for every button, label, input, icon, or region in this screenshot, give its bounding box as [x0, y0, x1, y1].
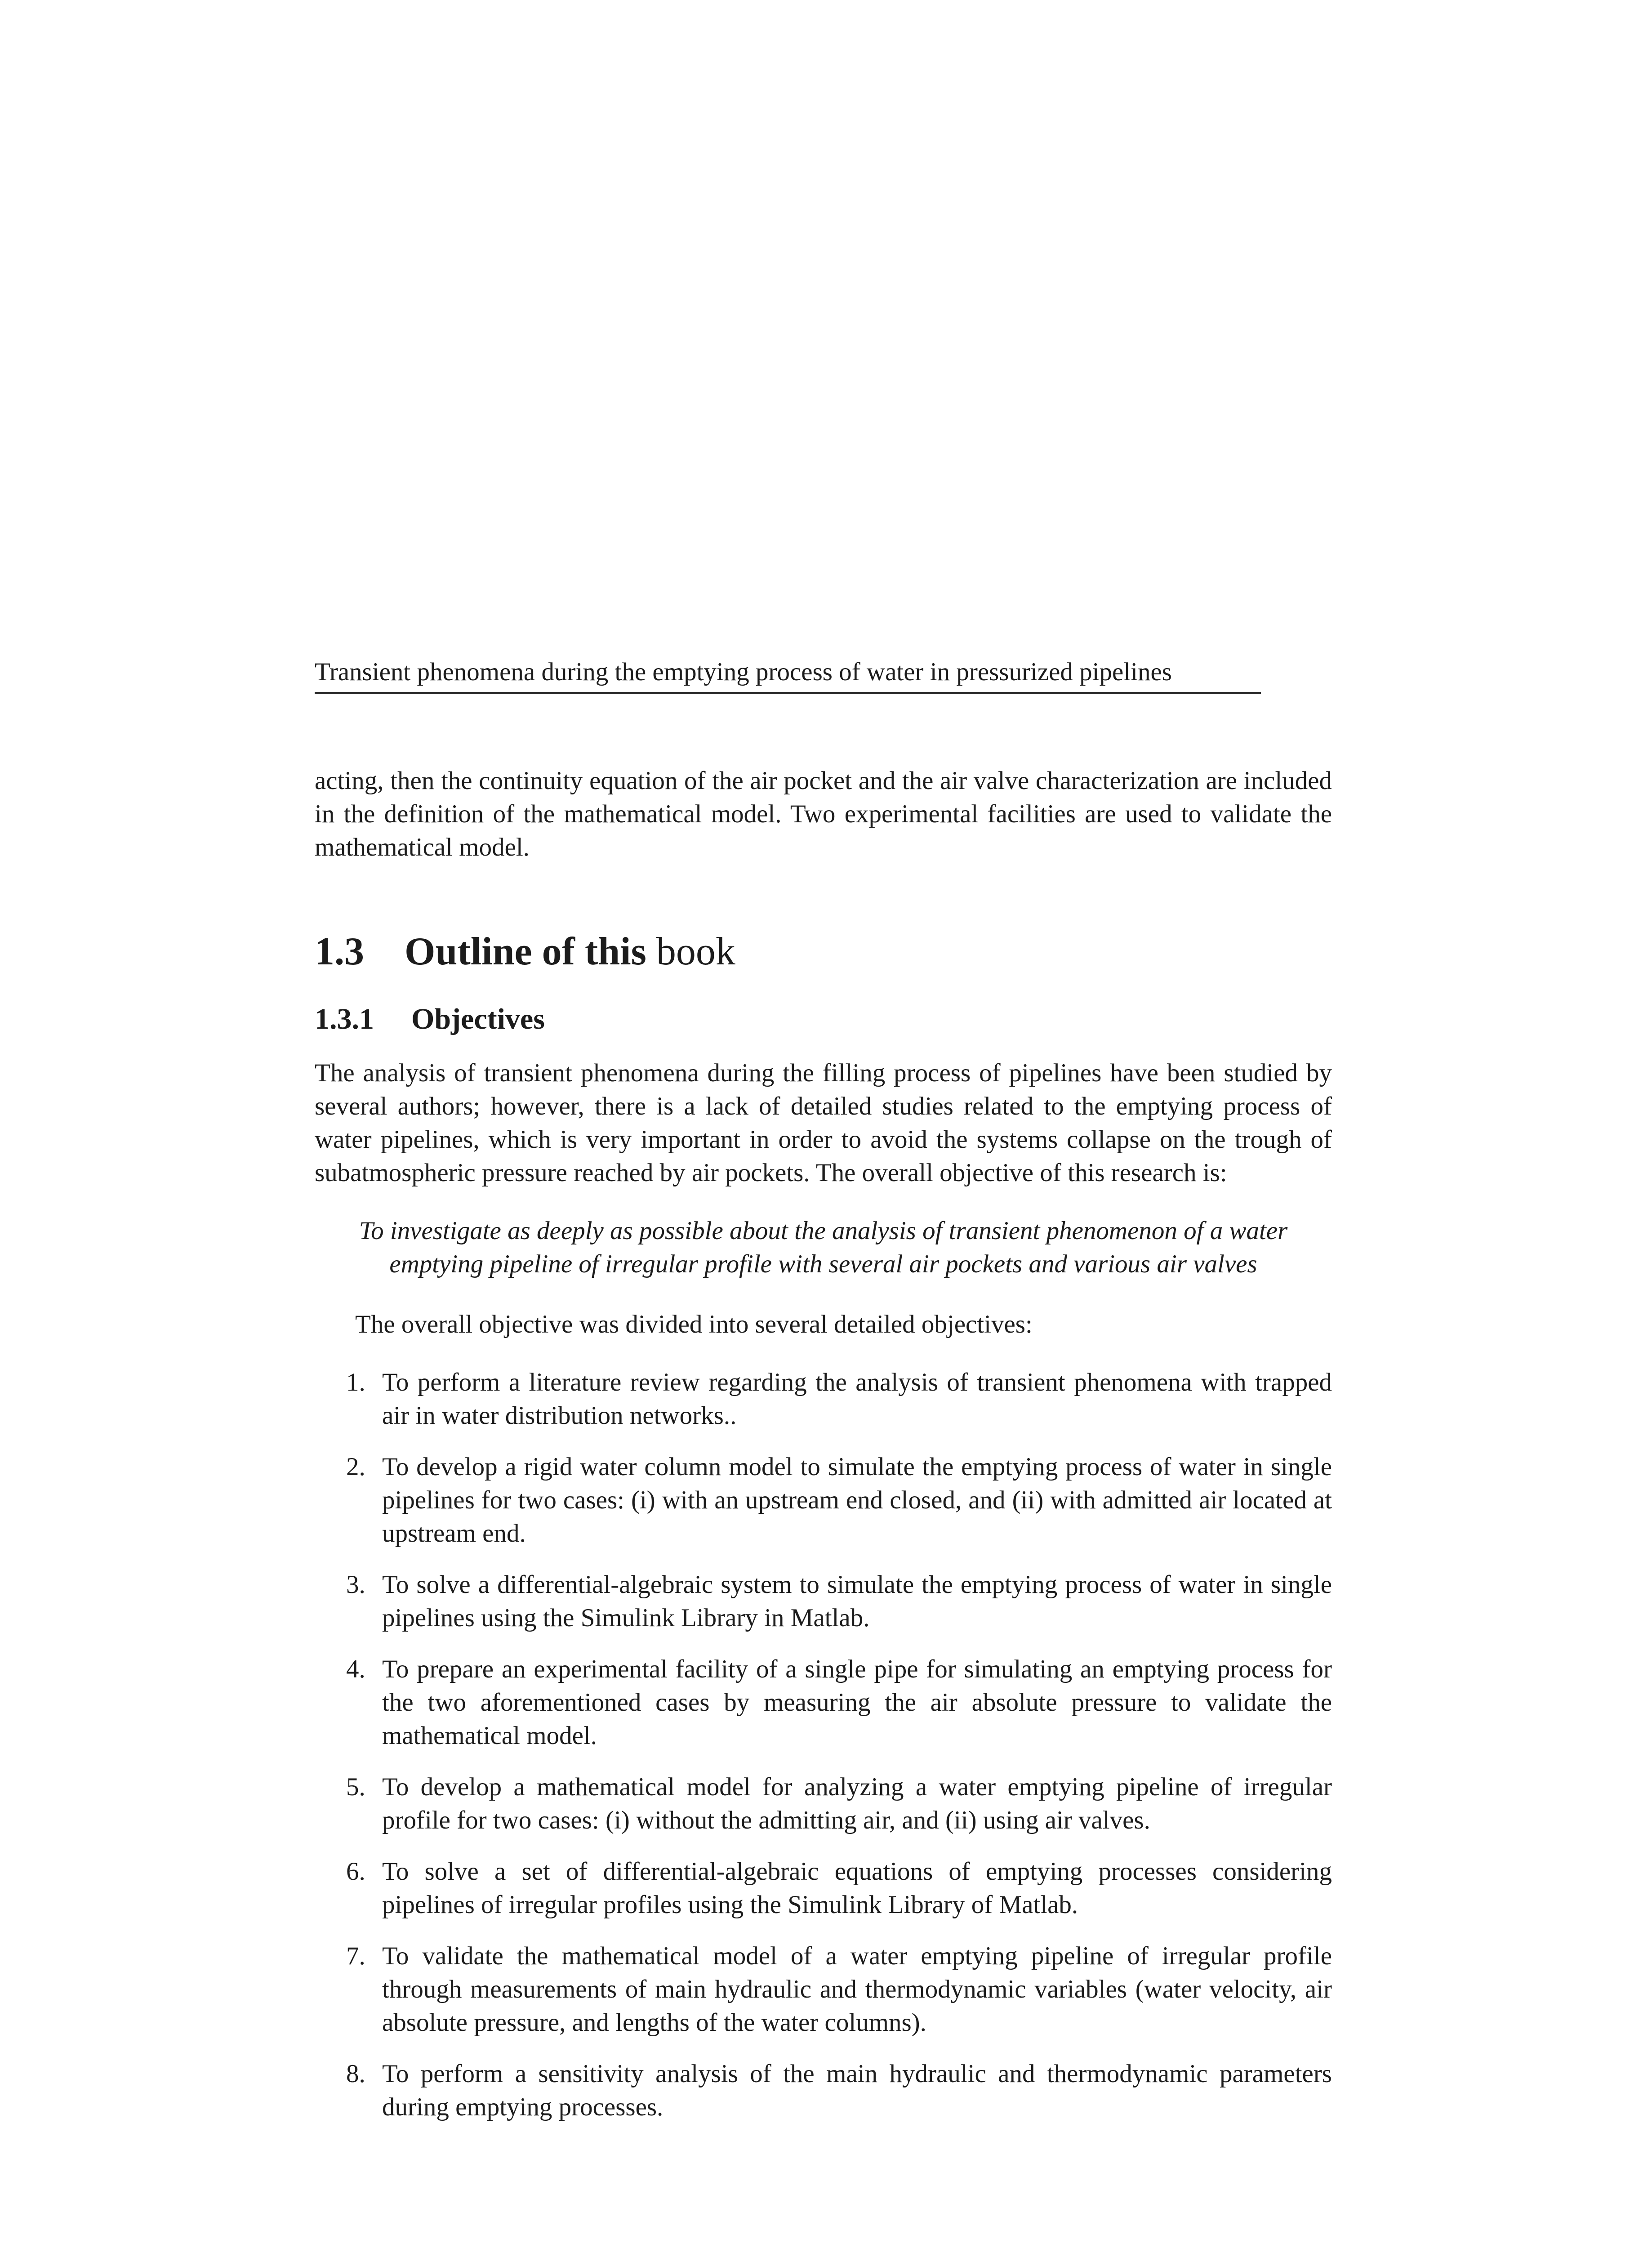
- list-item: [315, 1940, 1332, 2039]
- list-item: [315, 2057, 1332, 2124]
- list-item-text: To perform a sensitivity analysis of the main hydraulic and thermodynamic parameters during emptying processes.: [382, 2060, 1332, 2121]
- list-item-text: To develop a rigid water column model to simulate the emptying process of water in single pipelines for two cases: (i) with an upstream end closed, and (ii) with admitted air located at upstream end.: [382, 1453, 1332, 1548]
- list-marker: 3.: [346, 1570, 365, 1599]
- list-marker: 1.: [346, 1368, 365, 1396]
- objectives-list: [315, 1366, 1332, 2124]
- objectives-paragraph: The analysis of transient phenomena during the filling process of pipelines have been studied by several authors; however, there is a lack of detailed studies related to the emptying process of water pipelines, which is very important in order to avoid the systems collapse on the trough of subatmospheric pressure reached by air pockets. The overall objective of this research is:: [315, 1059, 1332, 1187]
- list-marker: 8.: [346, 2060, 365, 2088]
- subsection-title: Objectives: [411, 1003, 545, 1035]
- subsection-number: 1.3.1: [315, 1003, 374, 1035]
- list-item: [315, 1366, 1332, 1432]
- list-item-text: To develop a mathematical model for analyzing a water emptying pipeline of irregular profile for two cases: (i) without the admitting air, and (ii) using air valves.: [382, 1773, 1332, 1834]
- list-marker: 7.: [346, 1942, 365, 1970]
- list-item-text: To validate the mathematical model of a water emptying pipeline of irregular profile through measurements of main hydraulic and thermodynamic variables (water velocity, air absolute pressure, and lengths of the water columns).: [382, 1942, 1332, 2037]
- list-item-text: To solve a differential-algebraic system to simulate the emptying process of water in single pipelines using the Simulink Library in Matlab.: [382, 1570, 1332, 1632]
- list-marker: 6.: [346, 1857, 365, 1886]
- section-number: 1.3: [315, 930, 364, 973]
- section-heading: [315, 927, 1332, 977]
- list-item: [315, 1653, 1332, 1753]
- list-marker: 4.: [346, 1655, 365, 1683]
- list-item-text: To prepare an experimental facility of a single pipe for simulating an emptying process for the two aforementioned cases by measuring the air absolute pressure to validate the mathematical model.: [382, 1655, 1332, 1750]
- list-item-text: To solve a set of differential-algebraic equations of emptying processes considering pipelines of irregular profiles using the Simulink Library of Matlab.: [382, 1857, 1332, 1919]
- overall-objective-quote: To investigate as deeply as possible about the analysis of transient phenomenon of a water emptying pipeline of irregular profile with several air pockets and various air valves: [359, 1217, 1288, 1278]
- list-item: [315, 1855, 1332, 1922]
- objectives-lead-in: The overall objective was divided into several detailed objectives:: [355, 1310, 1033, 1338]
- list-item: [315, 1771, 1332, 1837]
- list-item-text: To perform a literature review regarding the analysis of transient phenomena with trapped air in water distribution networks..: [382, 1368, 1332, 1430]
- list-item: [315, 1450, 1332, 1550]
- intro-paragraph: acting, then the continuity equation of the air pocket and the air valve characterization are included in the definition of the mathematical model. Two experimental facilities are used to validate the mathematical model.: [315, 767, 1332, 861]
- subsection-heading: [315, 999, 1332, 1039]
- section-title-light: book: [656, 930, 735, 973]
- running-header: Transient phenomena during the emptying process of water in pressurized pipelines: [315, 654, 1261, 694]
- list-marker: 5.: [346, 1773, 365, 1801]
- list-marker: 2.: [346, 1453, 365, 1481]
- section-title-bold: Outline of this: [405, 930, 646, 973]
- page-body: [315, 764, 1332, 2142]
- list-item: [315, 1568, 1332, 1635]
